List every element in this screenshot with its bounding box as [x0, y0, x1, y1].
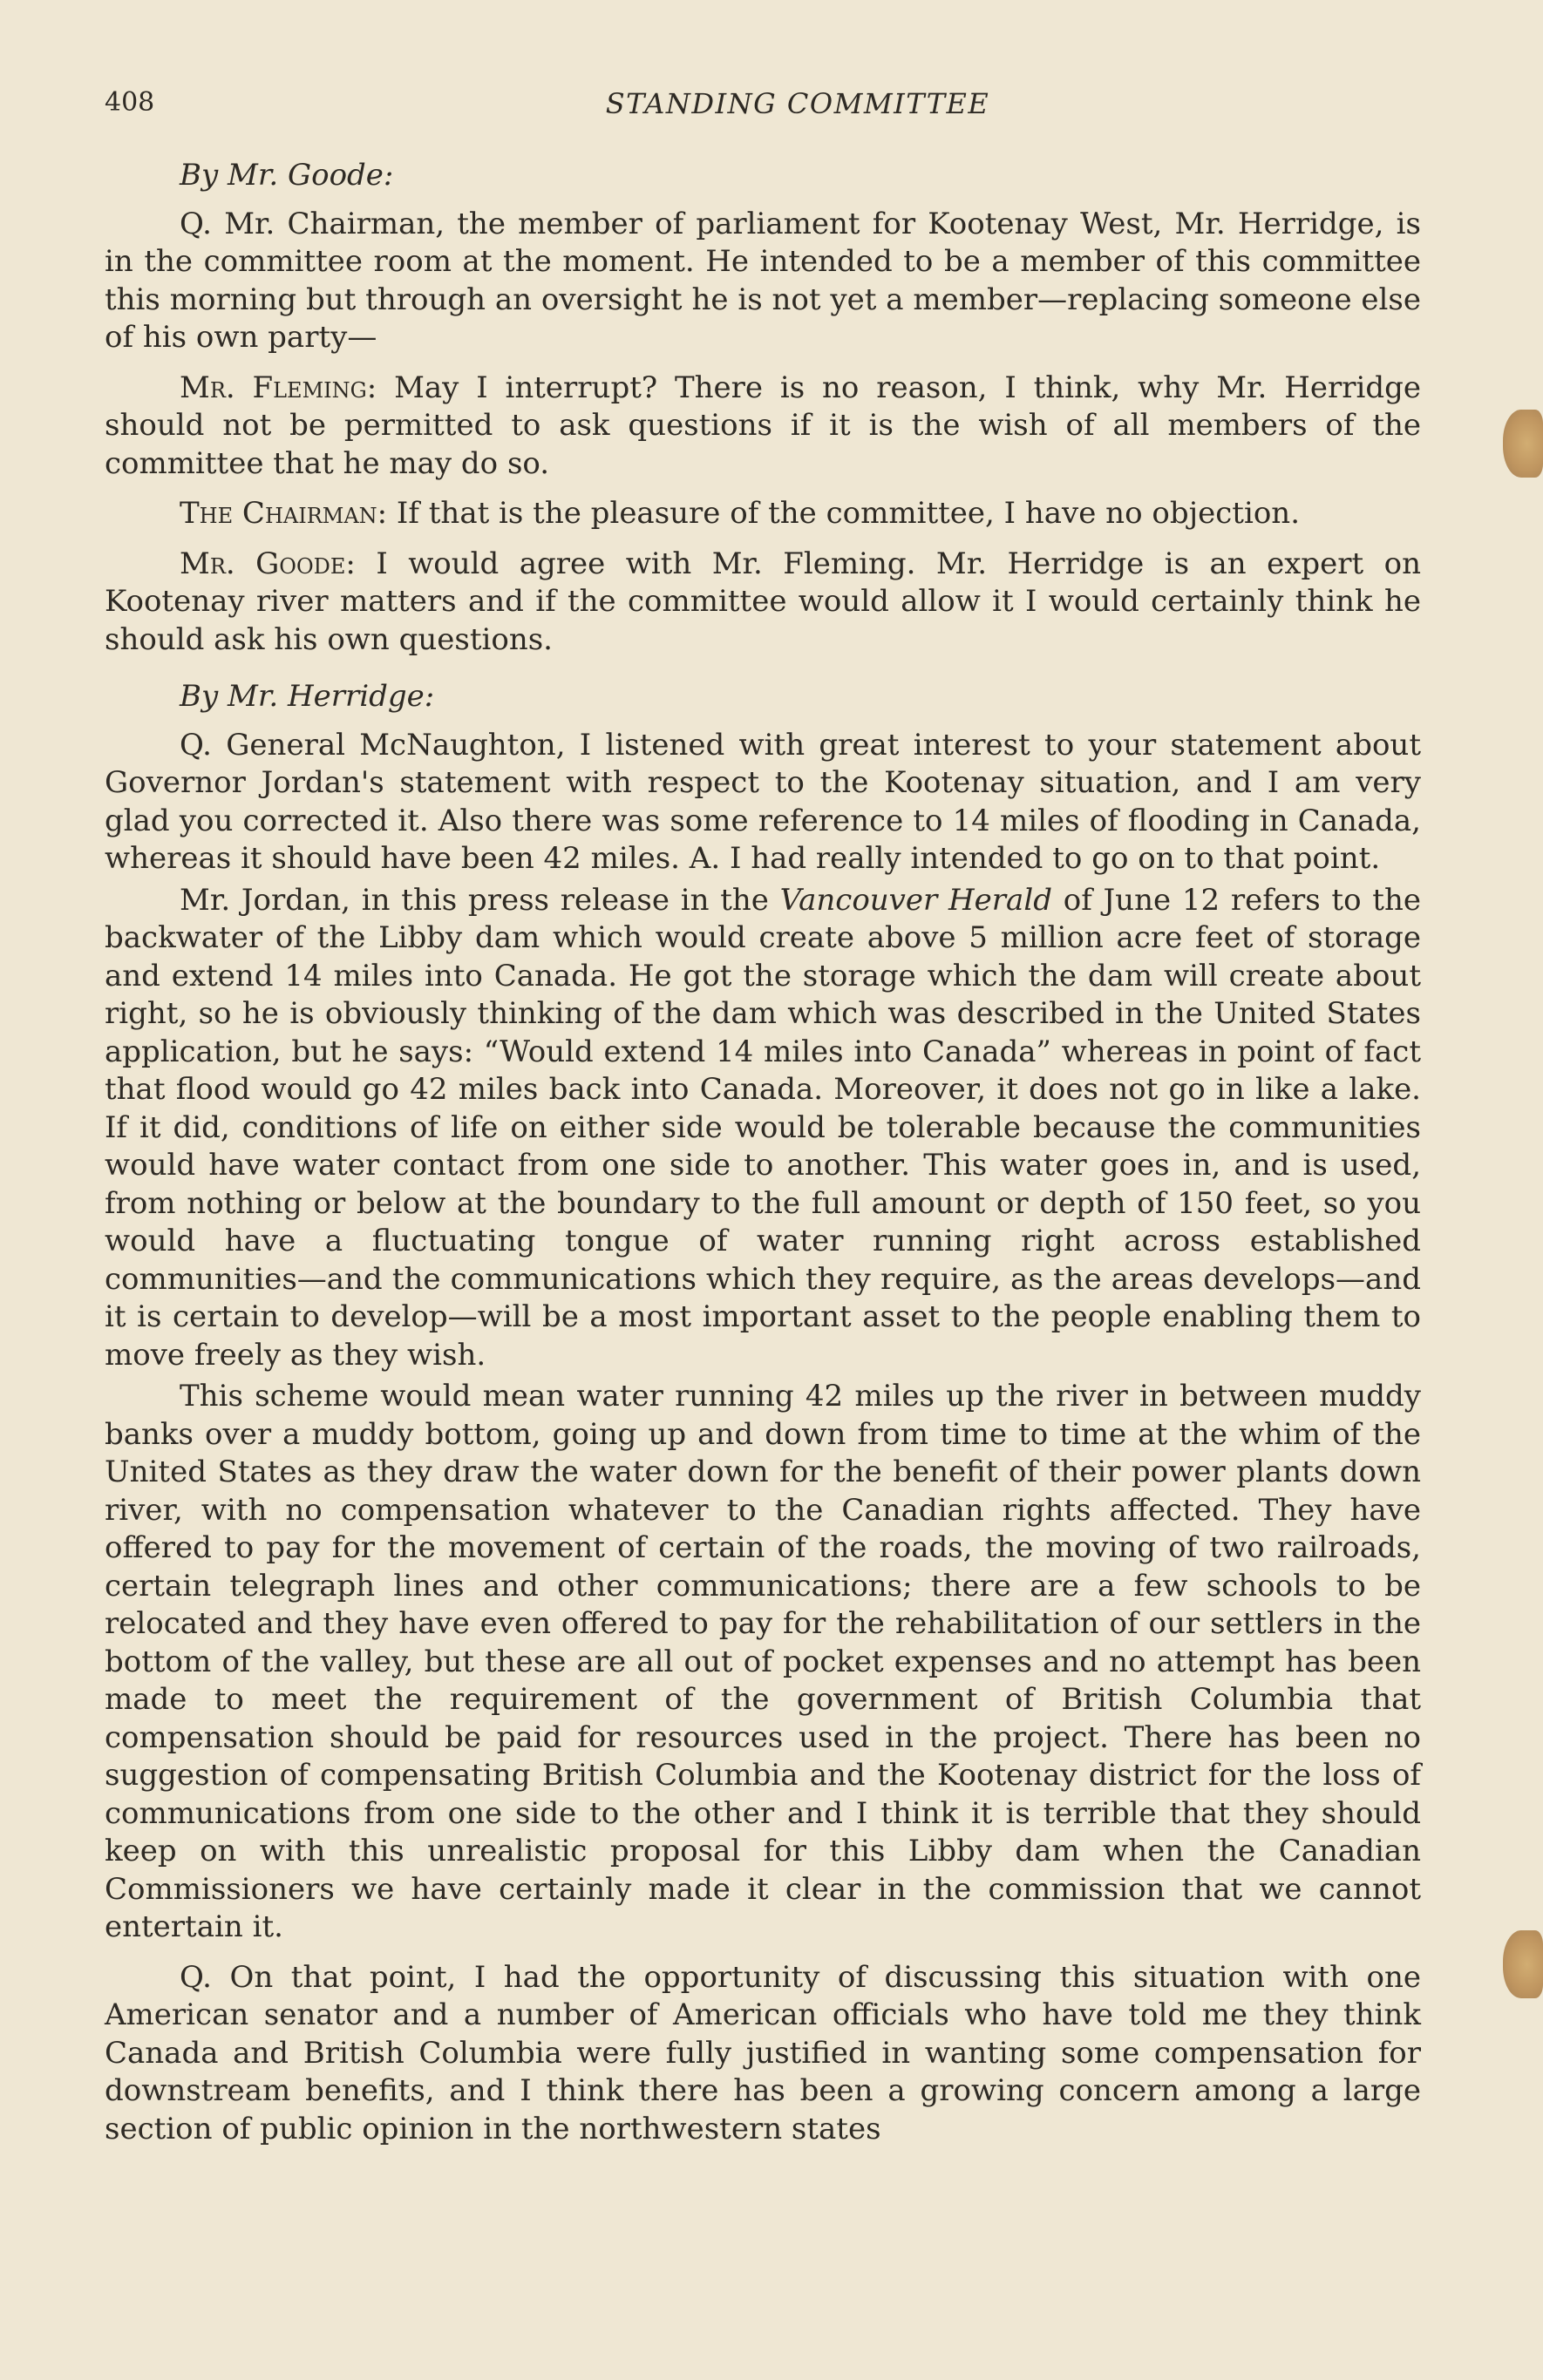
page-header: [105, 78, 1421, 131]
paragraph: [105, 370, 1421, 484]
paragraph: This scheme would mean water running 42 miles up the river in between muddy banks over a muddy bottom, going up and down from time to time at the whim of the United States as they draw the water down for the benefit of their power plants down river, with no compensation whatever to the Canadian rights affected. They have offered to pay for the movement of certain of the roads, the moving of two railroads, certain telegraph lines and other communications; there are a few schools to be relocated and they have even offered to pay for the rehabilitation of our settlers in the bottom of the valley, but these are all out of pocket expenses and no attempt has been made to meet the requirement of the government of British Columbia that compensation should be paid for resources used in the project. There has been no suggestion of compensating British Columbia and the Kootenay district for the loss of communications from one side to the other and I think it is terrible that they should keep on with this unrealistic proposal for this Libby dam when the Canadian Commissioners we have certainly made it clear in the commission that we cannot entertain it.: [105, 1379, 1421, 1944]
page-tab-mark: [1503, 410, 1543, 478]
examiner-heading: By Mr. Goode:: [180, 158, 394, 193]
speaker-label: The Chairman:: [180, 496, 388, 531]
paragraph: [105, 495, 1421, 533]
paragraph-text: I would agree with Mr. Fleming. Mr. Herridge is an expert on Kootenay river matters and if the committee would allow it I would certainly think he should ask his own questions.: [105, 546, 1421, 657]
speaker-label: Mr. Goode:: [180, 546, 356, 581]
running-head: STANDING COMMITTEE: [605, 87, 990, 120]
publication-title: Vancouver Herald: [779, 882, 1052, 918]
paragraph: Q. Mr. Chairman, the member of parliament for Kootenay West, Mr. Herridge, is in the committee room at the moment. He intended to be a member of this committee this morning but through an oversight he is not yet a member—replacing someone else of his own party—: [105, 206, 1421, 355]
page-tab-mark: [1503, 1930, 1543, 1998]
paragraph-text: If that is the pleasure of the committee, I have no objection.: [387, 496, 1301, 531]
paragraph-text: Mr. Jordan, in this press release in the: [180, 882, 780, 918]
examiner-heading: By Mr. Herridge:: [180, 679, 435, 714]
paragraph: [105, 882, 1421, 1375]
page-number: 408: [105, 87, 155, 118]
paragraph: Q. On that point, I had the opportunity of discussing this situation with one American senator and a number of American officials who have told me they think Canada and British Columbia were fully justified in wanting some compensation for downstream benefits, and I think there has been a growing concern among a large section of public opinion in the northwestern states: [105, 1959, 1421, 2146]
paragraph-text: of June 12 refers to the backwater of the Libby dam which would create above 5 million acre feet of storage and extend 14 miles into Canada. He got the storage which the dam will create about right, so he is obviously thinking of the dam which was described in the United States application, but he says: “Would extend 14 miles into Canada” whereas in point of fact that flood would go 42 miles back into Canada. Moreover, it does not go in like a lake. If it did, conditions of life on either side would be tolerable because the communities would have water contact from one side to another. This water goes in, and is used, from nothing or below at the boundary to the full amount or depth of 150 feet, so you would have a fluctuating tongue of water running right across established communities—and the communications which they require, as the areas develops—and it is certain to develop—will be a most important asset to the people enabling them to move freely as they wish.: [105, 882, 1421, 1373]
document-body: [105, 157, 1421, 2148]
speaker-label: Mr. Fleming:: [180, 370, 377, 405]
paragraph-text: May I interrupt? There is no reason, I think, why Mr. Herridge should not be permitted to ask questions if it is the wish of all members of the committee that he may do so.: [105, 370, 1421, 481]
paragraph: [105, 546, 1421, 660]
paragraph: Q. General McNaughton, I listened with great interest to your statement about Governor Jordan's statement with respect to the Kootenay situation, and I am very glad you corrected it. Also there was some reference to 14 miles of flooding in Canada, whereas it should have been 42 miles. A. I had really intended to go on to that point.: [105, 727, 1421, 876]
